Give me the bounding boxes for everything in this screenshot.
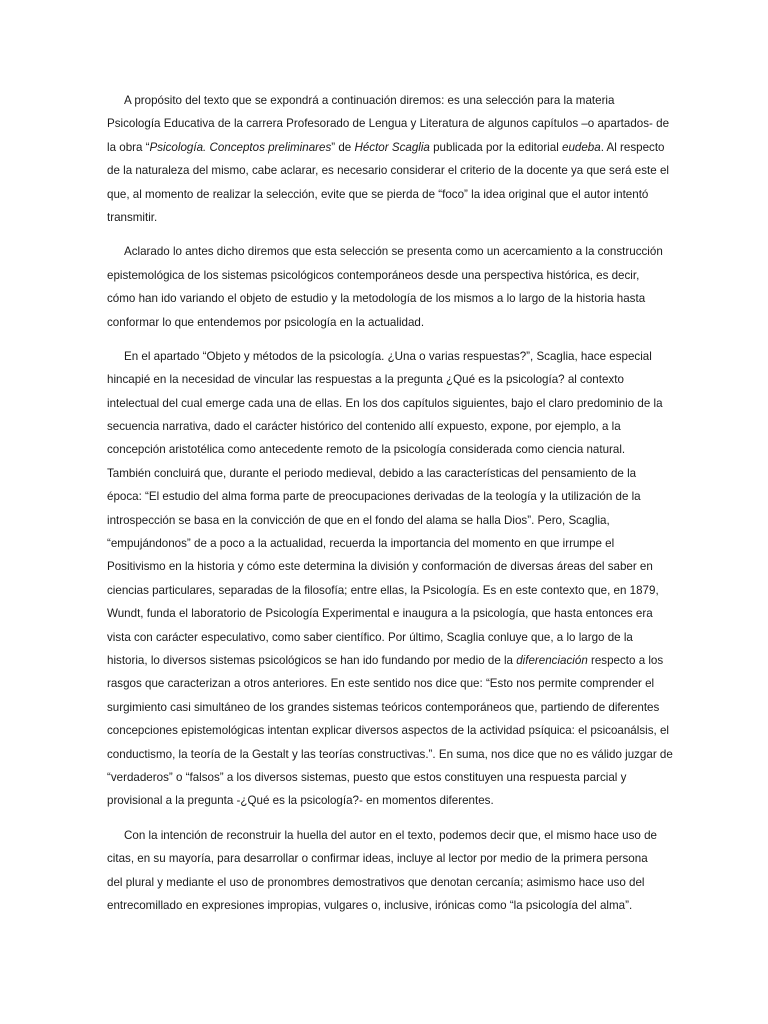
text-line [107, 894, 662, 917]
text-run: concepciones epistemológicas intentan explicar diversos aspectos de la actividad psíquica: el psicoanálsis, el [107, 724, 669, 738]
text-line [107, 183, 662, 206]
text-run: Con la intención de reconstruir la huella del autor en el texto, podemos decir que, el mismo hace uso de [124, 828, 657, 842]
text-line [107, 579, 662, 602]
paragraph [107, 824, 662, 918]
text-line [107, 743, 673, 766]
text-run: epistemológica de los sistemas psicológicos contemporáneos desde una perspectiva histórica, es decir, [107, 268, 640, 282]
text-line [107, 112, 670, 135]
paragraph [107, 345, 673, 813]
text-run: publicada por la editorial [429, 140, 562, 154]
text-line [107, 719, 669, 742]
text-run: introspección se basa en la convicción de que en el fondo del alama se halla Dios”. Pero, Scaglia, [107, 513, 610, 527]
text-line [107, 206, 662, 229]
text-line [107, 311, 662, 334]
text-run: En el apartado “Objeto y métodos de la psicología. ¿Una o varias respuestas?”, Scaglia, hace especial [124, 349, 652, 363]
text-line [107, 602, 662, 625]
text-line [107, 392, 662, 415]
text-run: conductismo, la teoría de la Gestalt y las teorías constructivas.”. En suma, nos dice que no es válido juzgar de [107, 747, 673, 761]
text-run: historia, lo diversos sistemas psicológicos se han ido fundando por medio de la [107, 653, 517, 667]
text-line [107, 532, 662, 555]
italic-text-run: Psicología. Conceptos preliminares [149, 140, 332, 154]
italic-text-run: diferenciación [516, 653, 588, 667]
text-line [107, 438, 662, 461]
paragraph [107, 240, 662, 334]
text-run: de la naturaleza del mismo, cabe aclarar, es necesario considerar el criterio de la docente ya que será este el [107, 164, 669, 178]
text-run: También concluirá que, durante el periodo medieval, debido a las características del pensamiento de la [107, 466, 637, 480]
text-run: citas, en su mayoría, para desarrollar o confirmar ideas, incluye al lector por medio de la primera persona [107, 852, 648, 866]
text-run: secuencia narrativa, dado el carácter histórico del contenido allí expuesto, expone, por ejemplo, a la [107, 420, 621, 434]
text-line [107, 824, 662, 847]
text-line [107, 626, 662, 649]
paragraph [107, 89, 670, 229]
text-run: cómo han ido variando el objeto de estudio y la metodología de los mismos a lo largo de la historia hasta [107, 292, 646, 306]
text-line [107, 240, 662, 263]
text-run: “empujándonos” de a poco a la actualidad, recuerda la importancia del momento en que irrumpe el [107, 537, 615, 551]
text-line [107, 766, 662, 789]
text-line [107, 485, 662, 508]
text-line [107, 871, 662, 894]
text-run: . Al respecto [600, 140, 665, 154]
text-run: entrecomillado en expresiones impropias, vulgares o, inclusive, irónicas como “la psicología del alma”. [107, 898, 633, 912]
text-line [107, 136, 665, 159]
text-line [107, 159, 669, 182]
text-run: Aclarado lo antes dicho diremos que esta selección se presenta como un acercamiento a la construcción [124, 245, 663, 259]
text-line [107, 462, 662, 485]
text-run: transmitir. [107, 210, 158, 224]
text-line [107, 345, 662, 368]
text-line [107, 672, 662, 695]
text-line [107, 509, 662, 532]
text-run: ciencias particulares, separadas de la filosofía; entre ellas, la Psicología. Es en este contexto que, en 1879, [107, 583, 659, 597]
text-line [107, 847, 662, 870]
text-run: la obra “ [107, 140, 150, 154]
text-run: del plural y mediante el uso de pronombres demostrativos que denotan cercanía; asimismo hace uso del [107, 875, 645, 889]
text-line [107, 649, 662, 672]
text-line [107, 368, 662, 391]
text-run: respecto a los [587, 653, 664, 667]
text-line [107, 415, 662, 438]
text-run: época: “El estudio del alma forma parte de preocupaciones derivadas de la teología y la utilización de la [107, 490, 641, 504]
text-run: Psicología Educativa de la carrera Profesorado de Lengua y Literatura de algunos capítulos –o apartados- de [107, 117, 670, 131]
document-body [107, 89, 673, 928]
text-run: Wundt, funda el laboratorio de Psicología Experimental e inaugura a la psicología, que hasta entonces era [107, 607, 653, 621]
text-run: ” de [331, 140, 355, 154]
text-run: provisional a la pregunta -¿Qué es la psicología?- en momentos diferentes. [107, 794, 494, 808]
text-run: “verdaderos” o “falsos” a los diversos sistemas, puesto que estos constituyen una respuesta parcial y [107, 770, 627, 784]
text-run: Positivismo en la historia y cómo este determina la división y conformación de diversas áreas del saber en [107, 560, 653, 574]
text-line [107, 696, 662, 719]
italic-text-run: eudeba [562, 140, 601, 154]
text-run: surgimiento casi simultáneo de los grandes sistemas teóricos contemporáneos que, partiendo de diferentes [107, 700, 660, 714]
text-run: intelectual del cual emerge cada una de ellas. En los dos capítulos siguientes, bajo el claro predominio de la [107, 396, 663, 410]
text-run: hincapié en la necesidad de vincular las respuestas a la pregunta ¿Qué es la psicología? al contexto [107, 373, 624, 387]
text-run: que, al momento de realizar la selección, evite que se pierda de “foco” la idea original que el autor intentó [107, 187, 649, 201]
text-run: rasgos que caracterizan a otros anteriores. En este sentido nos dice que: “Esto nos permite comprender el [107, 677, 655, 691]
text-line [107, 555, 662, 578]
italic-text-run: Héctor Scaglia [354, 140, 430, 154]
text-line [107, 89, 662, 112]
text-run: A propósito del texto que se expondrá a continuación diremos: es una selección para la materia [124, 94, 615, 107]
text-line [107, 287, 662, 310]
text-run: vista con carácter especulativo, como saber científico. Por último, Scaglia conluye que, a lo largo de la [107, 630, 633, 644]
text-run: concepción aristotélica como antecedente remoto de la psicología considerada como ciencia natural. [107, 443, 626, 457]
text-line [107, 264, 662, 287]
text-line [107, 789, 662, 812]
text-run: conformar lo que entendemos por psicología en la actualidad. [107, 315, 425, 329]
